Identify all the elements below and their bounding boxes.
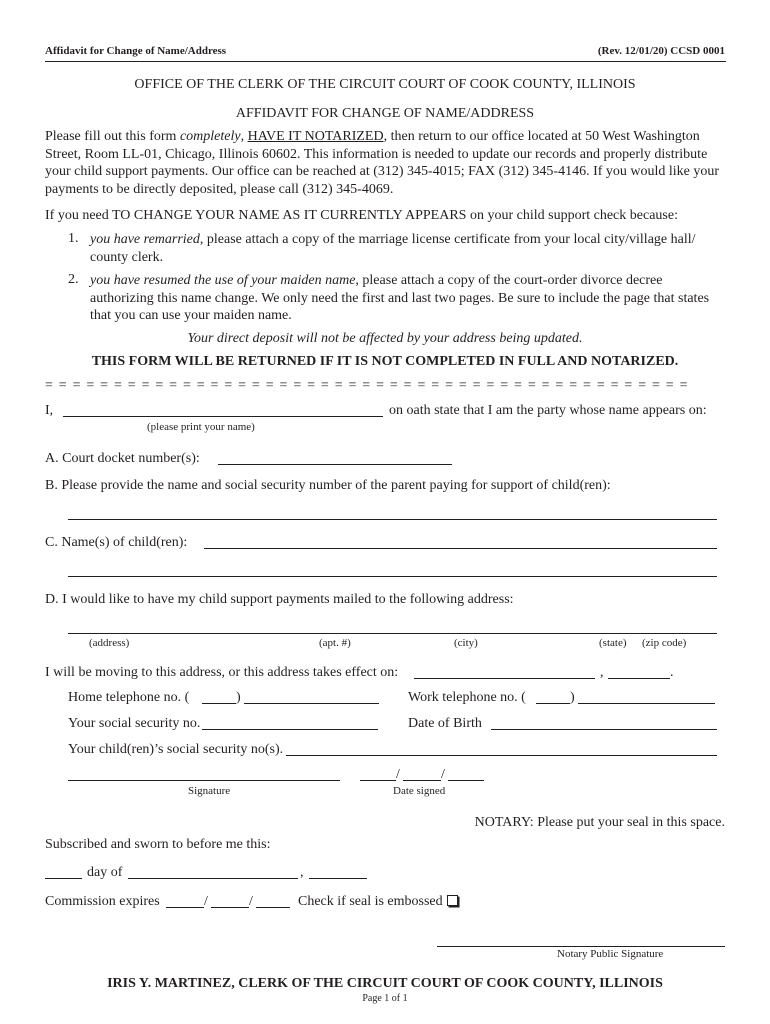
notary-signature-label: Notary Public Signature: [557, 948, 664, 960]
date-signed-month-field[interactable]: [360, 780, 396, 781]
footer-clerk: IRIS Y. MARTINEZ, CLERK OF THE CIRCUIT COURT OF COOK COUNTY, ILLINOIS: [107, 976, 663, 991]
divider: = = = = = = = = = = = = = = = = = = = = = = = = = = = = = = = = = = = = = = = = = = = = = = =: [45, 378, 689, 393]
header-rule: [45, 61, 726, 62]
state-hint: (state): [599, 637, 627, 649]
court-docket-field[interactable]: [218, 464, 452, 465]
mailing-address-field[interactable]: [68, 633, 717, 634]
notary-month-field[interactable]: [128, 878, 298, 879]
mailing-address-label: D. I would like to have my child support payments mailed to the following address:: [45, 592, 514, 607]
moving-year-field[interactable]: [608, 678, 670, 679]
day-of-label: day of: [87, 865, 123, 880]
date-slash-1: /: [396, 767, 400, 782]
intro-paragraph: Please fill out this form completely, HAVE IT NOTARIZED, then return to our office located at 50 West Washington Street, Room LL-01, Chicago, Illinois 60602. This information is needed to update our records and properly distribute your child support payments. Our office can be reached at (312) 345-4015; FAX (312) 345-4146. If you would like your payments to be directly deposited, please call (312) 345-4069.: [45, 129, 720, 197]
date-signed-day-field[interactable]: [403, 780, 441, 781]
children-names-label: C. Name(s) of child(ren):: [45, 535, 188, 550]
notary-comma: ,: [300, 865, 304, 880]
child-ssn-label: Your child(ren)’s social security no(s).: [68, 742, 284, 757]
signature-field[interactable]: [68, 780, 340, 781]
print-name-hint: (please print your name): [147, 421, 255, 433]
moving-comma: ,: [600, 665, 604, 680]
signature-label: Signature: [188, 785, 231, 797]
work-phone-field[interactable]: [578, 703, 715, 704]
dob-field[interactable]: [491, 729, 717, 730]
home-phone-label: Home telephone no. (: [68, 690, 190, 705]
page-number: Page 1 of 1: [362, 993, 408, 1004]
work-phone-label: Work telephone no. (: [408, 690, 526, 705]
list-item-1-text: you have remarried, please attach a copy of the marriage license certificate from your local city/village hall/ county clerk.: [90, 232, 696, 265]
header-revision: (Rev. 12/01/20) CCSD 0001: [597, 45, 725, 57]
parent-info-label: B. Please provide the name and social security number of the parent paying for support of child(ren):: [45, 478, 611, 493]
office-title: OFFICE OF THE CLERK OF THE CIRCUIT COURT OF COOK COUNTY, ILLINOIS: [134, 77, 636, 92]
children-names-field[interactable]: [204, 548, 717, 549]
home-phone-area-field[interactable]: [202, 703, 236, 704]
list-item-2-text: you have resumed the use of your maiden name, please attach a copy of the court-order divorce decree authorizing this name change. We only need the first and last two pages. Be sure to include the page that states that you can use your maiden name.: [90, 273, 710, 323]
direct-deposit-note: Your direct deposit will not be affected by your address being updated.: [187, 331, 583, 346]
commission-slash-2: /: [249, 894, 253, 909]
subscribed-label: Subscribed and sworn to before me this:: [45, 837, 271, 852]
moving-date-field[interactable]: [414, 678, 595, 679]
commission-day-field[interactable]: [211, 907, 249, 908]
home-phone-paren: ): [236, 690, 241, 705]
ssn-label: Your social security no.: [68, 716, 201, 731]
notary-year-field[interactable]: [309, 878, 367, 879]
list-item-2-number: 2.: [68, 272, 79, 287]
address-hint: (address): [89, 637, 130, 649]
oath-prefix: I,: [45, 403, 54, 418]
date-slash-2: /: [441, 767, 445, 782]
date-signed-year-field[interactable]: [448, 780, 484, 781]
oath-suffix: on oath state that I am the party whose name appears on:: [389, 403, 707, 418]
commission-year-field[interactable]: [256, 907, 290, 908]
notary-signature-field[interactable]: [437, 946, 725, 947]
embossed-checkbox[interactable]: [447, 895, 458, 906]
embossed-check[interactable]: Check if seal is embossed: [298, 894, 458, 910]
moving-period: .: [670, 665, 674, 680]
work-phone-paren: ): [570, 690, 575, 705]
date-signed-label: Date signed: [393, 785, 446, 797]
name-change-intro: If you need TO CHANGE YOUR NAME AS IT CURRENTLY APPEARS on your child support check because:: [45, 208, 678, 223]
parent-info-field[interactable]: [68, 519, 717, 520]
notary-seal-note: NOTARY: Please put your seal in this space.: [474, 815, 725, 830]
commission-label: Commission expires: [45, 894, 160, 909]
commission-month-field[interactable]: [166, 907, 204, 908]
moving-date-label: I will be moving to this address, or this address takes effect on:: [45, 665, 399, 680]
apt-hint: (apt. #): [319, 637, 351, 649]
list-item-1-number: 1.: [68, 231, 79, 246]
court-docket-label: A. Court docket number(s):: [45, 451, 200, 466]
dob-label: Date of Birth: [408, 716, 482, 731]
ssn-field[interactable]: [202, 729, 378, 730]
header-form-title: Affidavit for Change of Name/Address: [45, 45, 227, 57]
warning-text: THIS FORM WILL BE RETURNED IF IT IS NOT COMPLETED IN FULL AND NOTARIZED.: [91, 354, 679, 369]
commission-slash-1: /: [204, 894, 208, 909]
city-hint: (city): [454, 637, 478, 649]
work-phone-area-field[interactable]: [536, 703, 570, 704]
child-ssn-field[interactable]: [286, 755, 717, 756]
print-name-field[interactable]: [63, 416, 383, 417]
affidavit-title: AFFIDAVIT FOR CHANGE OF NAME/ADDRESS: [235, 106, 535, 121]
notary-day-field[interactable]: [45, 878, 82, 879]
zip-hint: (zip code): [642, 637, 687, 649]
children-names-field-2[interactable]: [68, 576, 717, 577]
home-phone-field[interactable]: [244, 703, 379, 704]
